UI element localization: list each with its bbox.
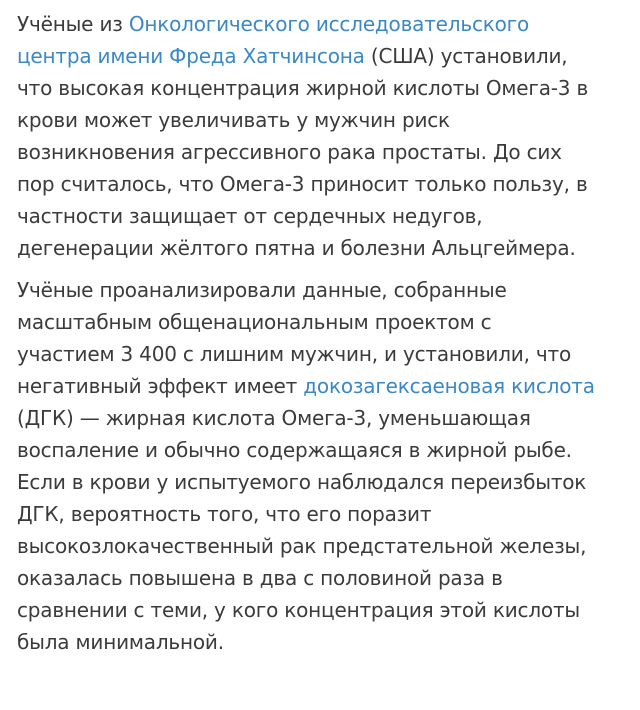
text-line bbox=[17, 8, 629, 40]
text-line: воспаление и обычно содержащаяся в жирной рыбе. bbox=[17, 438, 572, 462]
text-line: участием 3 400 с лишним мужчин, и установили, что bbox=[17, 342, 572, 366]
text-line: была минимальной. bbox=[17, 630, 224, 654]
text-line: пор считалось, что Омега-3 приносит только пользу, в bbox=[17, 172, 588, 196]
text-line: возникновения агрессивного рака простаты. До сих bbox=[17, 140, 562, 164]
text-line: что высокая концентрация жирной кислоты Омега-3 в bbox=[17, 76, 589, 100]
text-line: крови может увеличивать у мужчин риск bbox=[17, 108, 450, 132]
text-line: частности защищает от сердечных недугов, bbox=[17, 204, 483, 228]
link-fred-hutchinson-center[interactable]: Онкологического исследовательского bbox=[128, 12, 530, 36]
text-fragment: негативный эффект имеет bbox=[17, 374, 304, 398]
text-line: оказалась повышена в два с половиной раза в bbox=[17, 566, 503, 590]
text-line: Учёные проанализировали данные, собранные bbox=[17, 278, 507, 302]
text-line: Если в крови у испытуемого наблюдался переизбыток bbox=[17, 470, 587, 494]
text-line bbox=[17, 40, 629, 72]
paragraph-1 bbox=[17, 0, 629, 264]
text-line bbox=[17, 370, 629, 402]
text-line: дегенерации жёлтого пятна и болезни Альцгеймера. bbox=[17, 236, 576, 260]
article-body bbox=[17, 0, 629, 658]
link-docosahexaenoic-acid[interactable]: докозагексаеновая кислота bbox=[303, 374, 595, 398]
paragraph-2 bbox=[17, 274, 629, 658]
text-line: высокозлокачественный рак предстательной железы, bbox=[17, 534, 587, 558]
text-fragment: (США) установили, bbox=[364, 44, 568, 68]
text-line: (ДГК) — жирная кислота Омега-3, уменьшающая bbox=[17, 406, 531, 430]
link-fred-hutchinson-center-continued[interactable]: центра имени Фреда Хатчинсона bbox=[17, 44, 365, 68]
text-line: масштабным общенациональным проектом с bbox=[17, 310, 492, 334]
text-line: ДГК, вероятность того, что его поразит bbox=[17, 502, 432, 526]
text-line: сравнении с теми, у кого концентрация этой кислоты bbox=[17, 598, 581, 622]
text-fragment: Учёные из bbox=[17, 12, 129, 36]
